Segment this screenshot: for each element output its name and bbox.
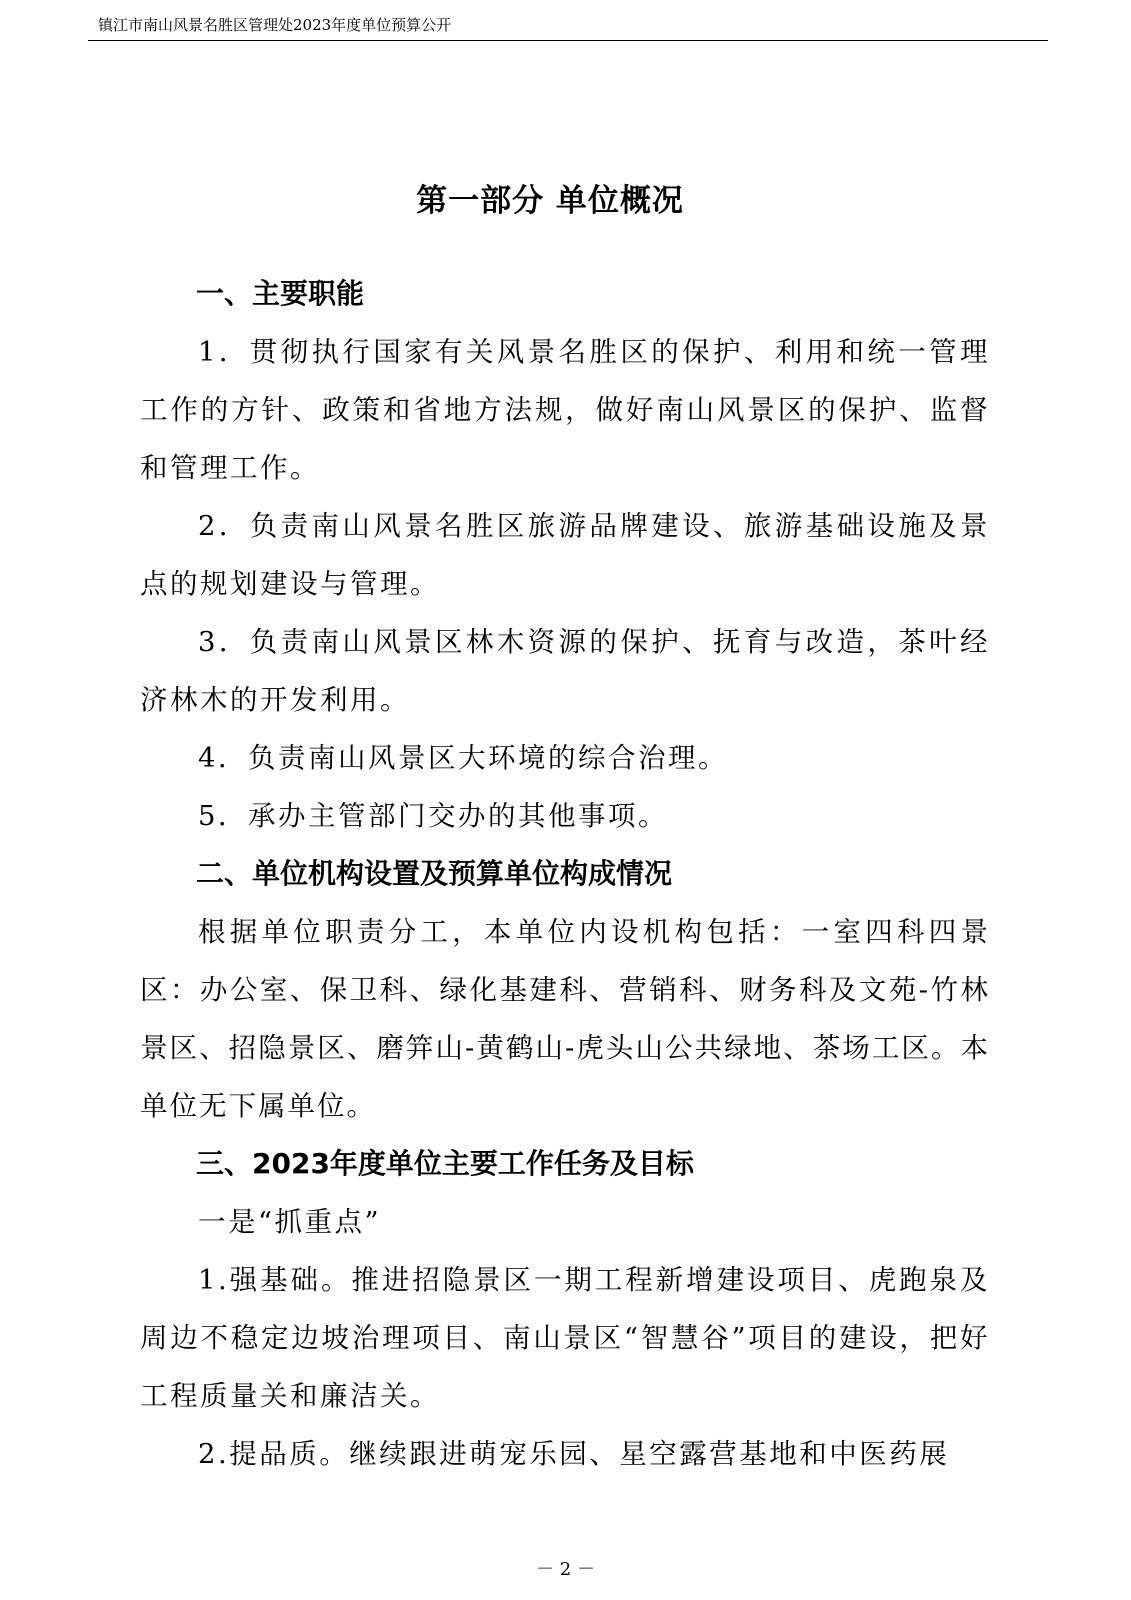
section-organization (140, 845, 990, 1135)
paragraph: 2.提品质。继续跟进萌宠乐园、星空露营基地和中医药展 (198, 1438, 950, 1470)
section-heading: 一、主要职能 (196, 277, 365, 310)
paragraph: 5．承办主管部门交办的其他事项。 (198, 800, 668, 832)
section-heading: 二、单位机构设置及预算单位构成情况 (196, 857, 673, 890)
paragraph: 1．贯彻执行国家有关风景名胜区的保护、利用和统一管理工作的方针、政策和省地方法规，做好南山风景区的保护、监督和管理工作。 (140, 336, 990, 484)
page-number: － 2 － (536, 1559, 595, 1580)
paragraph: 1.强基础。推进招隐景区一期工程新增建设项目、虎跑泉及周边不稳定边坡治理项目、南山景区“智慧谷”项目的建设，把好工程质量关和廉洁关。 (140, 1264, 990, 1412)
paragraph: 3．负责南山风景区林木资源的保护、抚育与改造，茶叶经济林木的开发利用。 (140, 626, 990, 716)
document-title: 第一部分 单位概况 (416, 183, 684, 219)
section-tasks (140, 1135, 990, 1483)
paragraph: 根据单位职责分工，本单位内设机构包括：一室四科四景区：办公室、保卫科、绿化基建科、营销科、财务科及文苑-竹林景区、招隐景区、磨笄山-黄鹤山-虎头山公共绿地、茶场工区。本单位无下属单位。 (140, 916, 990, 1122)
paragraph: 2．负责南山风景名胜区旅游品牌建设、旅游基础设施及景点的规划建设与管理。 (140, 510, 990, 600)
paragraph: 一是“抓重点” (198, 1206, 382, 1238)
page-header (88, 8, 1048, 41)
document-body (140, 175, 990, 1483)
paragraph: 4．负责南山风景区大环境的综合治理。 (198, 742, 728, 774)
section-functions (140, 265, 990, 845)
header-title: 镇江市南山风景名胜区管理处2023年度单位预算公开 (98, 16, 452, 34)
section-heading: 三、2023年度单位主要工作任务及目标 (196, 1147, 694, 1180)
